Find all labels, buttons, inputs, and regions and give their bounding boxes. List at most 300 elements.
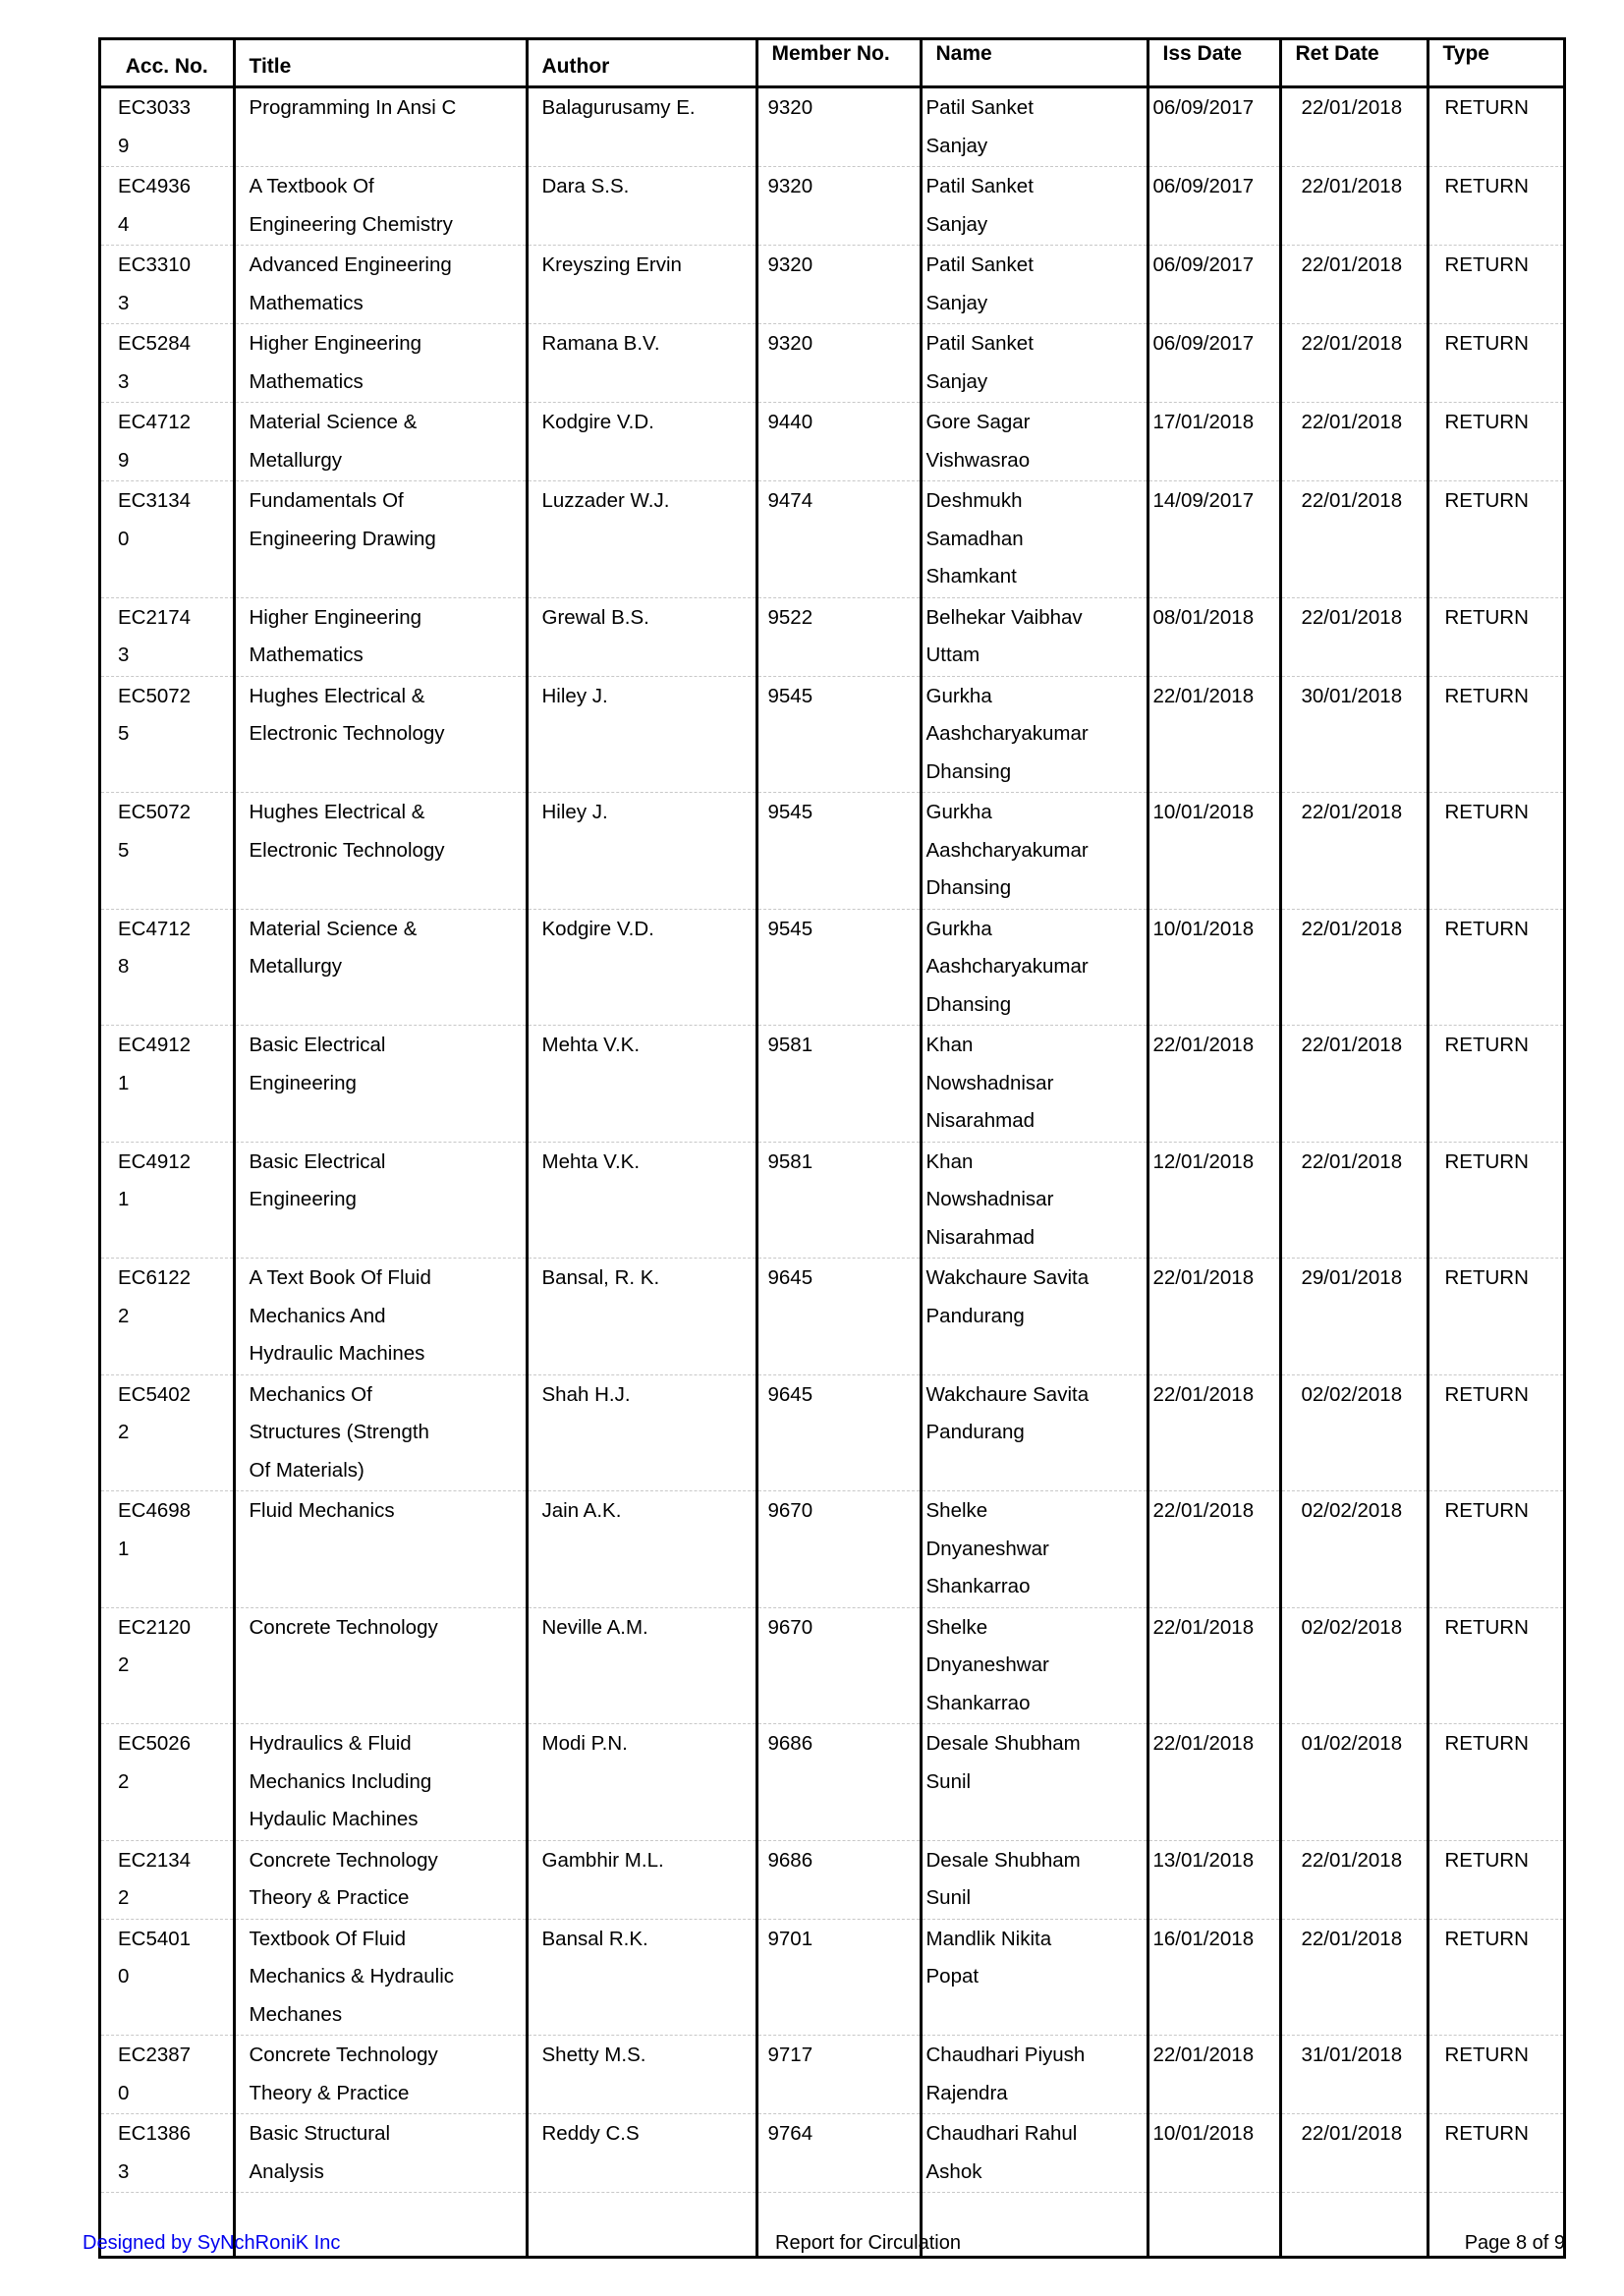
cell-iss-date: 12/01/2018 xyxy=(1148,1142,1280,1259)
cell-member-no: 9440 xyxy=(756,403,921,481)
cell-acc-no xyxy=(101,1026,234,1143)
cell-title xyxy=(234,1491,527,1608)
cell-iss-date: 17/01/2018 xyxy=(1148,403,1280,481)
cell-acc-no-line: EC5072 xyxy=(118,801,192,823)
cell-iss-date: 10/01/2018 xyxy=(1148,793,1280,910)
cell-title-line: Theory & Practice xyxy=(249,1886,410,1909)
cell-ret-date: 22/01/2018 xyxy=(1280,403,1428,481)
cell-name-line: Dnyaneshwar xyxy=(925,1653,1049,1676)
cell-type: RETURN xyxy=(1428,1374,1563,1491)
cell-acc-no xyxy=(101,1607,234,1724)
cell-title-line: Hydraulic Machines xyxy=(249,1342,425,1365)
cell-acc-no-line: EC4912 xyxy=(118,1034,192,1056)
cell-title xyxy=(234,87,527,167)
cell-ret-date: 02/02/2018 xyxy=(1280,1607,1428,1724)
cell-author: Hiley J. xyxy=(527,676,756,793)
cell-name-line: Aashcharyakumar xyxy=(925,955,1089,978)
header-title: Title xyxy=(234,40,527,87)
cell-name xyxy=(921,1142,1148,1259)
cell-name-line: Pandurang xyxy=(925,1304,1025,1327)
cell-name xyxy=(921,1026,1148,1143)
table-body xyxy=(101,87,1563,2257)
cell-acc-no xyxy=(101,1259,234,1375)
cell-acc-no xyxy=(101,1491,234,1608)
cell-type: RETURN xyxy=(1428,1142,1563,1259)
cell-title xyxy=(234,597,527,676)
cell-name xyxy=(921,246,1148,324)
cell-iss-date: 08/01/2018 xyxy=(1148,597,1280,676)
cell-title-line: Mathematics xyxy=(249,644,364,666)
cell-title-line: Material Science & xyxy=(249,411,418,433)
cell-name-line: Vishwasrao xyxy=(925,448,1031,472)
cell-author: Balagurusamy E. xyxy=(527,87,756,167)
cell-acc-no-line: EC1386 xyxy=(118,2122,192,2145)
cell-type: RETURN xyxy=(1428,1491,1563,1608)
cell-member-no: 9545 xyxy=(756,676,921,793)
cell-type: RETURN xyxy=(1428,909,1563,1026)
cell-title xyxy=(234,167,527,246)
cell-acc-no-line: 0 xyxy=(118,527,130,550)
cell-member-no: 9670 xyxy=(756,1607,921,1724)
cell-ret-date: 31/01/2018 xyxy=(1280,2036,1428,2114)
cell-ret-date: 22/01/2018 xyxy=(1280,324,1428,403)
table-row xyxy=(101,1142,1563,1259)
cell-name-line: Aashcharyakumar xyxy=(925,838,1089,862)
cell-name xyxy=(921,1374,1148,1491)
footer-report-title: Report for Circulation xyxy=(775,2232,961,2254)
cell-acc-no-line: EC3134 xyxy=(118,489,192,512)
cell-ret-date: 01/02/2018 xyxy=(1280,1724,1428,1841)
cell-title-line: Concrete Technology xyxy=(249,1615,438,1639)
cell-name-line: Pandurang xyxy=(925,1421,1025,1443)
cell-name-line: Dhansing xyxy=(925,876,1012,899)
cell-name-line: Aashcharyakumar xyxy=(925,722,1089,745)
cell-author: Kodgire V.D. xyxy=(527,403,756,481)
cell-acc-no-line: EC2174 xyxy=(118,605,192,629)
cell-title-line: Basic Electrical xyxy=(249,1034,386,1056)
cell-name xyxy=(921,1491,1148,1608)
cell-name-line: Sanjay xyxy=(925,134,988,157)
cell-title-line: Mechanics Of xyxy=(249,1382,372,1406)
cell-name xyxy=(921,324,1148,403)
cell-name-line: Wakchaure Savita xyxy=(925,1382,1090,1406)
cell-title xyxy=(234,1724,527,1841)
cell-iss-date: 06/09/2017 xyxy=(1148,324,1280,403)
cell-name-line: Wakchaure Savita xyxy=(925,1266,1090,1289)
cell-acc-no xyxy=(101,1919,234,2036)
cell-name-line: Chaudhari Rahul xyxy=(925,2122,1078,2145)
table-row xyxy=(101,403,1563,481)
cell-title-line: Electronic Technology xyxy=(249,722,445,745)
cell-acc-no-line: 1 xyxy=(118,1071,130,1094)
cell-member-no: 9645 xyxy=(756,1259,921,1375)
cell-acc-no xyxy=(101,1840,234,1919)
header-member-no: Member No. xyxy=(756,40,921,87)
table-header-row xyxy=(101,40,1563,87)
cell-author: Jain A.K. xyxy=(527,1491,756,1608)
table-row xyxy=(101,1026,1563,1143)
cell-name-line: Gurkha xyxy=(925,917,992,940)
cell-acc-no-line: 2 xyxy=(118,1421,130,1443)
cell-name-line: Mandlik Nikita xyxy=(925,1927,1052,1950)
cell-member-no: 9645 xyxy=(756,1374,921,1491)
cell-title-line: Concrete Technology xyxy=(249,2044,438,2066)
cell-type: RETURN xyxy=(1428,1026,1563,1143)
cell-title-line: Basic Structural xyxy=(249,2122,391,2145)
cell-author: Kodgire V.D. xyxy=(527,909,756,1026)
cell-acc-no-line: 2 xyxy=(118,1886,130,1909)
cell-member-no: 9320 xyxy=(756,324,921,403)
cell-title-line: Engineering xyxy=(249,1071,357,1094)
cell-acc-no-line: 1 xyxy=(118,1188,130,1210)
table-row xyxy=(101,1259,1563,1375)
cell-name-line: Shamkant xyxy=(925,565,1017,588)
table-row xyxy=(101,793,1563,910)
cell-member-no: 9545 xyxy=(756,793,921,910)
cell-name-line: Desale Shubham xyxy=(925,1848,1081,1872)
cell-title-line: Hydraulics & Fluid xyxy=(249,1732,412,1755)
cell-ret-date: 22/01/2018 xyxy=(1280,597,1428,676)
cell-name-line: Shelke xyxy=(925,1499,988,1522)
cell-acc-no-line: 9 xyxy=(118,134,130,157)
cell-acc-no xyxy=(101,909,234,1026)
cell-title-line: Hughes Electrical & xyxy=(249,684,425,707)
cell-name xyxy=(921,793,1148,910)
cell-name-line: Shankarrao xyxy=(925,1575,1031,1597)
cell-acc-no-line: EC4698 xyxy=(118,1499,192,1522)
cell-acc-no xyxy=(101,167,234,246)
cell-name-line: Dnyaneshwar xyxy=(925,1537,1049,1560)
cell-acc-no-line: EC5401 xyxy=(118,1927,192,1950)
cell-acc-no-line: EC4712 xyxy=(118,411,192,433)
cell-acc-no-line: EC6122 xyxy=(118,1266,192,1289)
cell-title-line: A Text Book Of Fluid xyxy=(249,1266,431,1289)
cell-acc-no xyxy=(101,2114,234,2193)
cell-type: RETURN xyxy=(1428,403,1563,481)
cell-name-line: Gurkha xyxy=(925,801,992,823)
cell-name-line: Samadhan xyxy=(925,527,1024,550)
cell-author: Kreyszing Ervin xyxy=(527,246,756,324)
header-ret-date: Ret Date xyxy=(1280,40,1428,87)
cell-title xyxy=(234,1840,527,1919)
cell-acc-no-line: 2 xyxy=(118,1653,130,1676)
cell-name-line: Sunil xyxy=(925,1886,972,1909)
cell-member-no: 9320 xyxy=(756,167,921,246)
table-row xyxy=(101,2114,1563,2193)
cell-author: Neville A.M. xyxy=(527,1607,756,1724)
cell-name xyxy=(921,2114,1148,2193)
cell-title xyxy=(234,324,527,403)
cell-acc-no-line: 3 xyxy=(118,2159,130,2183)
cell-iss-date: 14/09/2017 xyxy=(1148,481,1280,598)
cell-acc-no-line: EC4712 xyxy=(118,917,192,940)
cell-member-no: 9320 xyxy=(756,87,921,167)
cell-acc-no-line: 2 xyxy=(118,1304,130,1327)
table-row xyxy=(101,1919,1563,2036)
cell-member-no: 9701 xyxy=(756,1919,921,2036)
cell-name xyxy=(921,87,1148,167)
cell-title-line: Structures (Strength xyxy=(249,1421,429,1443)
table-row xyxy=(101,246,1563,324)
cell-title-line: Engineering Chemistry xyxy=(249,212,453,236)
cell-title-line: Concrete Technology xyxy=(249,1848,438,1872)
header-type: Type xyxy=(1428,40,1563,87)
empty-cell xyxy=(527,2193,756,2257)
cell-name xyxy=(921,2036,1148,2114)
cell-type: RETURN xyxy=(1428,324,1563,403)
cell-iss-date: 22/01/2018 xyxy=(1148,1607,1280,1724)
cell-title-line: Hydaulic Machines xyxy=(249,1808,419,1830)
cell-acc-no xyxy=(101,2036,234,2114)
cell-member-no: 9474 xyxy=(756,481,921,598)
cell-name-line: Uttam xyxy=(925,644,980,666)
cell-name-line: Nisarahmad xyxy=(925,1225,1036,1249)
cell-acc-no-line: 8 xyxy=(118,955,130,978)
cell-acc-no-line: EC5402 xyxy=(118,1382,192,1406)
cell-title xyxy=(234,1607,527,1724)
cell-name-line: Deshmukh xyxy=(925,489,1023,512)
cell-member-no: 9581 xyxy=(756,1026,921,1143)
cell-acc-no-line: EC5026 xyxy=(118,1732,192,1755)
cell-name-line: Khan xyxy=(925,1034,974,1056)
cell-title-line: Programming In Ansi C xyxy=(249,96,457,119)
cell-member-no: 9764 xyxy=(756,2114,921,2193)
cell-name xyxy=(921,676,1148,793)
cell-title xyxy=(234,793,527,910)
cell-iss-date: 10/01/2018 xyxy=(1148,909,1280,1026)
cell-ret-date: 30/01/2018 xyxy=(1280,676,1428,793)
cell-type: RETURN xyxy=(1428,2114,1563,2193)
cell-author: Reddy C.S xyxy=(527,2114,756,2193)
cell-author: Bansal, R. K. xyxy=(527,1259,756,1375)
cell-title xyxy=(234,909,527,1026)
cell-member-no: 9545 xyxy=(756,909,921,1026)
cell-name xyxy=(921,403,1148,481)
empty-cell xyxy=(1280,2193,1428,2257)
cell-title-line: Higher Engineering xyxy=(249,332,422,355)
cell-type: RETURN xyxy=(1428,1607,1563,1724)
cell-ret-date: 02/02/2018 xyxy=(1280,1374,1428,1491)
cell-name xyxy=(921,1919,1148,2036)
cell-title-line: Mechanics And xyxy=(249,1304,386,1327)
cell-iss-date: 22/01/2018 xyxy=(1148,1491,1280,1608)
cell-name xyxy=(921,481,1148,598)
cell-acc-no-line: 2 xyxy=(118,1769,130,1793)
cell-author: Mehta V.K. xyxy=(527,1026,756,1143)
cell-title-line: Mathematics xyxy=(249,291,364,314)
cell-type: RETURN xyxy=(1428,1919,1563,2036)
cell-author: Modi P.N. xyxy=(527,1724,756,1841)
cell-title-line: Fundamentals Of xyxy=(249,489,404,512)
cell-title-line: Engineering Drawing xyxy=(249,527,436,550)
cell-ret-date: 22/01/2018 xyxy=(1280,1919,1428,2036)
cell-title-line: A Textbook Of xyxy=(249,175,374,197)
cell-title-line: Mechanics & Hydraulic xyxy=(249,1965,454,1988)
cell-acc-no-line: 3 xyxy=(118,369,130,393)
cell-acc-no-line: EC2387 xyxy=(118,2044,192,2066)
cell-title-line: Higher Engineering xyxy=(249,605,422,629)
cell-name-line: Sanjay xyxy=(925,291,988,314)
cell-acc-no-line: EC4936 xyxy=(118,175,192,197)
cell-iss-date: 22/01/2018 xyxy=(1148,1724,1280,1841)
cell-author: Bansal R.K. xyxy=(527,1919,756,2036)
cell-author: Shah H.J. xyxy=(527,1374,756,1491)
cell-name-line: Belhekar Vaibhav xyxy=(925,605,1083,629)
cell-name-line: Shankarrao xyxy=(925,1691,1031,1714)
cell-title xyxy=(234,2036,527,2114)
cell-title xyxy=(234,1026,527,1143)
cell-acc-no-line: 5 xyxy=(118,838,130,862)
cell-acc-no-line: 9 xyxy=(118,448,130,472)
circulation-report-table xyxy=(98,37,1566,2259)
cell-name-line: Desale Shubham xyxy=(925,1732,1081,1755)
cell-name xyxy=(921,1259,1148,1375)
cell-ret-date: 22/01/2018 xyxy=(1280,167,1428,246)
cell-acc-no xyxy=(101,676,234,793)
cell-acc-no-line: EC4912 xyxy=(118,1149,192,1173)
cell-acc-no-line: EC3310 xyxy=(118,253,192,276)
cell-acc-no-line: EC3033 xyxy=(118,96,192,119)
cell-name xyxy=(921,1840,1148,1919)
cell-ret-date: 22/01/2018 xyxy=(1280,87,1428,167)
cell-acc-no-line: 0 xyxy=(118,2081,130,2104)
cell-title-line: Metallurgy xyxy=(249,955,343,978)
table-row xyxy=(101,324,1563,403)
cell-title-line: Metallurgy xyxy=(249,448,343,472)
cell-acc-no-line: 0 xyxy=(118,1965,130,1988)
cell-author: Grewal B.S. xyxy=(527,597,756,676)
cell-name-line: Patil Sanket xyxy=(925,96,1034,119)
cell-type: RETURN xyxy=(1428,246,1563,324)
cell-title xyxy=(234,1142,527,1259)
cell-title xyxy=(234,676,527,793)
cell-name-line: Patil Sanket xyxy=(925,253,1034,276)
cell-title-line: Advanced Engineering xyxy=(249,253,452,276)
header-acc-no: Acc. No. xyxy=(101,40,234,87)
cell-title-line: Mechanics Including xyxy=(249,1769,432,1793)
cell-acc-no-line: 3 xyxy=(118,291,130,314)
cell-author: Mehta V.K. xyxy=(527,1142,756,1259)
cell-iss-date: 22/01/2018 xyxy=(1148,676,1280,793)
cell-title-line: Basic Electrical xyxy=(249,1149,386,1173)
cell-member-no: 9686 xyxy=(756,1724,921,1841)
cell-name xyxy=(921,909,1148,1026)
cell-title xyxy=(234,1919,527,2036)
cell-acc-no xyxy=(101,403,234,481)
cell-name-line: Patil Sanket xyxy=(925,332,1034,355)
table-row xyxy=(101,481,1563,598)
cell-title xyxy=(234,403,527,481)
cell-ret-date: 22/01/2018 xyxy=(1280,2114,1428,2193)
cell-author: Gambhir M.L. xyxy=(527,1840,756,1919)
cell-iss-date: 06/09/2017 xyxy=(1148,87,1280,167)
cell-acc-no-line: 4 xyxy=(118,212,130,236)
cell-title xyxy=(234,2114,527,2193)
cell-ret-date: 02/02/2018 xyxy=(1280,1491,1428,1608)
cell-name-line: Nisarahmad xyxy=(925,1109,1036,1132)
cell-acc-no xyxy=(101,87,234,167)
cell-member-no: 9717 xyxy=(756,2036,921,2114)
cell-ret-date: 22/01/2018 xyxy=(1280,1142,1428,1259)
footer-designer-credit[interactable]: Designed by SyNchRoniK Inc xyxy=(83,2232,341,2254)
cell-iss-date: 22/01/2018 xyxy=(1148,1259,1280,1375)
cell-acc-no xyxy=(101,324,234,403)
cell-name xyxy=(921,597,1148,676)
table-row xyxy=(101,2036,1563,2114)
cell-name-line: Ashok xyxy=(925,2159,982,2183)
cell-type: RETURN xyxy=(1428,1259,1563,1375)
cell-type: RETURN xyxy=(1428,481,1563,598)
cell-name-line: Gurkha xyxy=(925,684,992,707)
cell-title-line: Hughes Electrical & xyxy=(249,801,425,823)
cell-iss-date: 06/09/2017 xyxy=(1148,246,1280,324)
cell-acc-no-line: EC5284 xyxy=(118,332,192,355)
cell-name-line: Rajendra xyxy=(925,2081,1008,2104)
cell-acc-no xyxy=(101,1142,234,1259)
cell-type: RETURN xyxy=(1428,87,1563,167)
cell-iss-date: 22/01/2018 xyxy=(1148,2036,1280,2114)
cell-type: RETURN xyxy=(1428,676,1563,793)
cell-ret-date: 22/01/2018 xyxy=(1280,909,1428,1026)
cell-iss-date: 22/01/2018 xyxy=(1148,1026,1280,1143)
cell-iss-date: 13/01/2018 xyxy=(1148,1840,1280,1919)
cell-ret-date: 29/01/2018 xyxy=(1280,1259,1428,1375)
cell-author: Hiley J. xyxy=(527,793,756,910)
cell-acc-no-line: 3 xyxy=(118,644,130,666)
cell-name-line: Popat xyxy=(925,1965,980,1988)
cell-author: Luzzader W.J. xyxy=(527,481,756,598)
cell-ret-date: 22/01/2018 xyxy=(1280,1840,1428,1919)
cell-type: RETURN xyxy=(1428,2036,1563,2114)
cell-name-line: Sunil xyxy=(925,1769,972,1793)
cell-title-line: Textbook Of Fluid xyxy=(249,1927,407,1950)
cell-author: Dara S.S. xyxy=(527,167,756,246)
cell-type: RETURN xyxy=(1428,1724,1563,1841)
cell-name xyxy=(921,167,1148,246)
cell-name-line: Chaudhari Piyush xyxy=(925,2044,1086,2066)
cell-title-line: Material Science & xyxy=(249,917,418,940)
cell-title-line: Fluid Mechanics xyxy=(249,1499,395,1522)
cell-title-line: Mathematics xyxy=(249,369,364,393)
cell-title xyxy=(234,1374,527,1491)
cell-name-line: Sanjay xyxy=(925,369,988,393)
cell-name-line: Nowshadnisar xyxy=(925,1188,1054,1210)
cell-acc-no-line: 5 xyxy=(118,722,130,745)
cell-name-line: Dhansing xyxy=(925,992,1012,1016)
cell-iss-date: 06/09/2017 xyxy=(1148,167,1280,246)
cell-iss-date: 16/01/2018 xyxy=(1148,1919,1280,2036)
cell-type: RETURN xyxy=(1428,1840,1563,1919)
cell-title-line: Theory & Practice xyxy=(249,2081,410,2104)
cell-member-no: 9686 xyxy=(756,1840,921,1919)
footer-page-number: Page 8 of 9 xyxy=(1464,2232,1565,2254)
table-row xyxy=(101,87,1563,167)
empty-cell xyxy=(1148,2193,1280,2257)
cell-member-no: 9670 xyxy=(756,1491,921,1608)
cell-acc-no xyxy=(101,1724,234,1841)
cell-title-line: Of Materials) xyxy=(249,1458,364,1482)
cell-name-line: Khan xyxy=(925,1149,974,1173)
cell-title-line: Electronic Technology xyxy=(249,838,445,862)
table-row xyxy=(101,909,1563,1026)
table-row xyxy=(101,676,1563,793)
cell-name-line: Sanjay xyxy=(925,212,988,236)
cell-member-no: 9522 xyxy=(756,597,921,676)
cell-name xyxy=(921,1724,1148,1841)
cell-type: RETURN xyxy=(1428,793,1563,910)
table-row xyxy=(101,1840,1563,1919)
header-name: Name xyxy=(921,40,1148,87)
